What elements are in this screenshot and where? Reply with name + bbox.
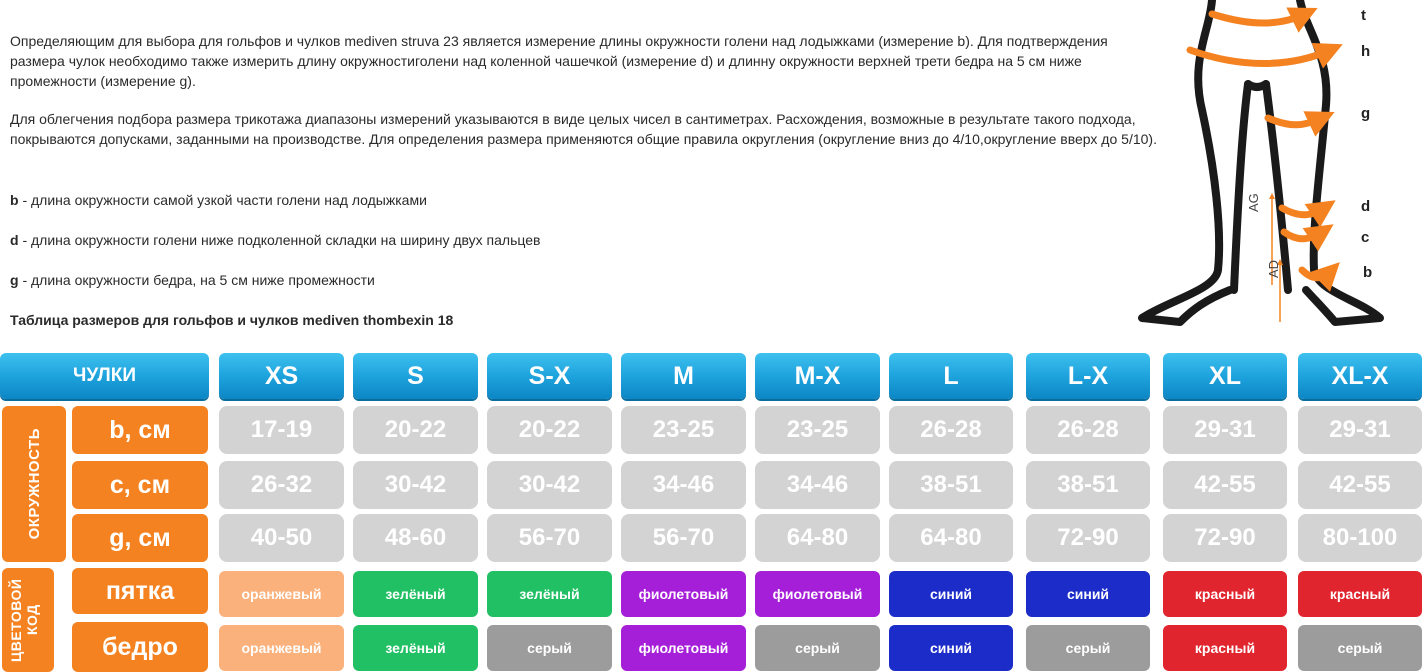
group-circumference-label: ОКРУЖНОСТЬ bbox=[25, 428, 43, 540]
size-range-cell: 38-51 bbox=[889, 461, 1013, 509]
color-code-cell: фиолетовый bbox=[621, 625, 746, 671]
ad-label: AD bbox=[1266, 259, 1281, 278]
legend-item-d bbox=[10, 230, 540, 250]
legend-key: g bbox=[10, 272, 19, 288]
color-code-cell: синий bbox=[889, 571, 1013, 617]
color-code-cell: серый bbox=[487, 625, 612, 671]
label-b: b bbox=[1363, 264, 1373, 281]
table-title: Таблица размеров для гольфов и чулков mediven thombexin 18 bbox=[10, 312, 454, 328]
size-range-cell: 23-25 bbox=[755, 406, 880, 454]
row-label-g: g, см bbox=[72, 514, 208, 562]
size-range-cell: 29-31 bbox=[1163, 406, 1287, 454]
legend-text: - длина окружности голени ниже подколенной складки на ширину двух пальцев bbox=[18, 232, 541, 248]
size-range-cell: 56-70 bbox=[487, 514, 612, 562]
color-code-cell: красный bbox=[1163, 625, 1287, 671]
size-header: M bbox=[621, 353, 746, 399]
color-code-cell: фиолетовый bbox=[755, 571, 880, 617]
size-range-cell: 72-90 bbox=[1026, 514, 1150, 562]
color-code-cell: красный bbox=[1163, 571, 1287, 617]
group-color-code-label: ЦВЕТОВОЙ КОД bbox=[8, 578, 40, 662]
row-label-thigh: бедро bbox=[72, 622, 208, 672]
legs-measurement-figure bbox=[1130, 0, 1425, 340]
color-code-cell: зелёный bbox=[353, 571, 478, 617]
intro-paragraph-1: Определяющим для выбора для гольфов и чулков mediven struva 23 является измерение длины окружности голени над лодыжками (измерение b). Для подтверждения размера чулок необходимо также измерить длину окружностиголени над коленной чашечкой (измерение d) и длинну окружности верхней трети бедра на 5 см ниже промежности (измерение g). bbox=[10, 33, 1108, 89]
table-corner-header: ЧУЛКИ bbox=[0, 353, 209, 399]
color-code-cell: зелёный bbox=[353, 625, 478, 671]
legend-text: - длина окружности самой узкой части голени над лодыжками bbox=[18, 192, 427, 208]
size-header: S bbox=[353, 353, 478, 399]
color-code-cell: серый bbox=[1298, 625, 1422, 671]
label-d: d bbox=[1361, 198, 1371, 215]
size-header: XL-X bbox=[1298, 353, 1422, 399]
size-header: S-X bbox=[487, 353, 612, 399]
legend-key: d bbox=[10, 232, 19, 248]
size-range-cell: 23-25 bbox=[621, 406, 746, 454]
size-range-cell: 34-46 bbox=[621, 461, 746, 509]
size-header: M-X bbox=[755, 353, 880, 399]
size-range-cell: 48-60 bbox=[353, 514, 478, 562]
group-circumference bbox=[2, 406, 66, 562]
size-range-cell: 42-55 bbox=[1298, 461, 1422, 509]
size-range-cell: 30-42 bbox=[353, 461, 478, 509]
color-code-cell: серый bbox=[755, 625, 880, 671]
label-c: c bbox=[1361, 229, 1370, 246]
size-range-cell: 30-42 bbox=[487, 461, 612, 509]
color-code-cell: серый bbox=[1026, 625, 1150, 671]
legend-item-b bbox=[10, 190, 427, 210]
legend-text: - длина окружности бедра, на 5 см ниже промежности bbox=[18, 272, 375, 288]
size-range-cell: 26-28 bbox=[889, 406, 1013, 454]
size-range-cell: 26-28 bbox=[1026, 406, 1150, 454]
size-range-cell: 17-19 bbox=[219, 406, 344, 454]
color-code-cell: красный bbox=[1298, 571, 1422, 617]
size-range-cell: 20-22 bbox=[353, 406, 478, 454]
label-t: t bbox=[1361, 7, 1366, 24]
size-range-cell: 29-31 bbox=[1298, 406, 1422, 454]
color-code-cell: синий bbox=[1026, 571, 1150, 617]
label-h: h bbox=[1361, 43, 1371, 60]
size-header: L-X bbox=[1026, 353, 1150, 399]
size-range-cell: 64-80 bbox=[755, 514, 880, 562]
size-range-cell: 40-50 bbox=[219, 514, 344, 562]
color-code-cell: оранжевый bbox=[219, 571, 344, 617]
size-range-cell: 20-22 bbox=[487, 406, 612, 454]
size-range-cell: 34-46 bbox=[755, 461, 880, 509]
row-label-heel: пятка bbox=[72, 568, 208, 614]
color-code-cell: фиолетовый bbox=[621, 571, 746, 617]
size-range-cell: 72-90 bbox=[1163, 514, 1287, 562]
size-header: XL bbox=[1163, 353, 1287, 399]
ag-label: AG bbox=[1246, 193, 1261, 212]
row-label-b: b, см bbox=[72, 406, 208, 454]
color-code-cell: синий bbox=[889, 625, 1013, 671]
row-label-c: c, см bbox=[72, 461, 208, 509]
size-range-cell: 80-100 bbox=[1298, 514, 1422, 562]
legend-key: b bbox=[10, 192, 19, 208]
group-color-code bbox=[2, 568, 54, 672]
size-range-cell: 64-80 bbox=[889, 514, 1013, 562]
size-range-cell: 38-51 bbox=[1026, 461, 1150, 509]
legs-outline bbox=[1142, 0, 1380, 322]
intro-paragraph-2: Для облегчения подбора размера трикотажа диапазоны измерений указываются в виде целых чисел в сантиметрах. Расхождения, возможные в результате такого подхода, покрываются допусками, заданными на производстве. Для определения размера применяются общие правила округления (округление вниз до 4/10,округление вверх до 5/10). bbox=[10, 111, 1157, 147]
size-range-cell: 56-70 bbox=[621, 514, 746, 562]
size-range-cell: 42-55 bbox=[1163, 461, 1287, 509]
label-g: g bbox=[1361, 105, 1371, 122]
color-code-cell: оранжевый bbox=[219, 625, 344, 671]
color-code-cell: зелёный bbox=[487, 571, 612, 617]
legend-item-g bbox=[10, 270, 375, 290]
size-range-cell: 26-32 bbox=[219, 461, 344, 509]
size-header: XS bbox=[219, 353, 344, 399]
size-header: L bbox=[889, 353, 1013, 399]
